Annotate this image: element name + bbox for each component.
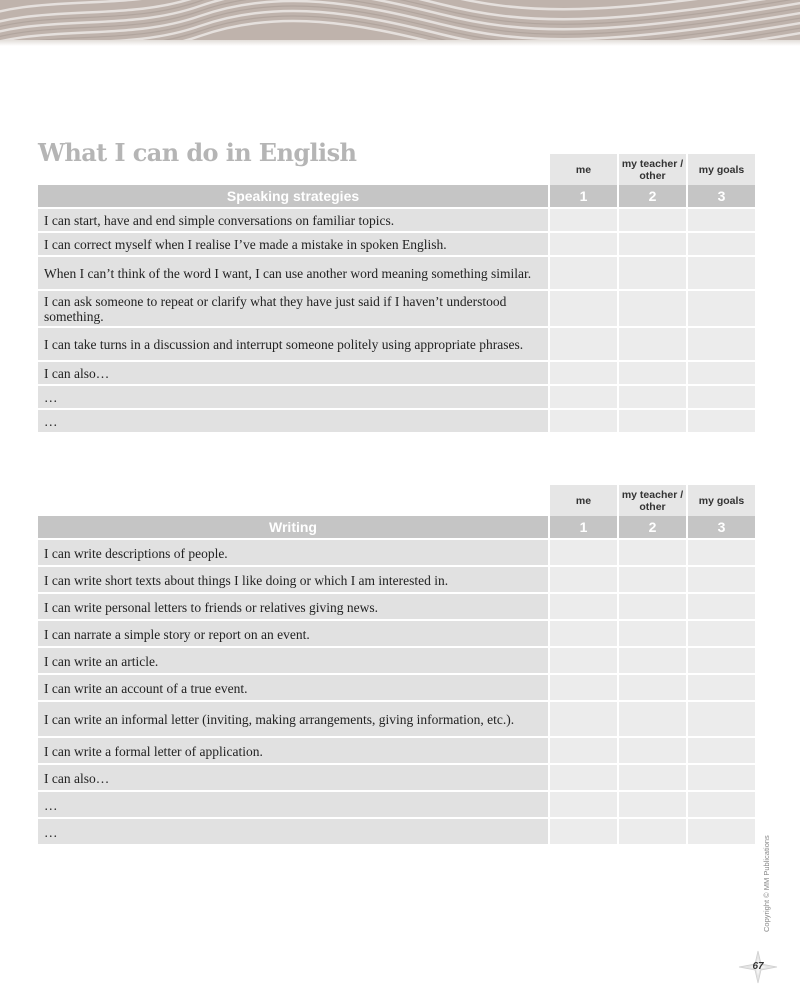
rating-cell-goals[interactable] (686, 231, 755, 255)
rating-cell-goals[interactable] (686, 538, 755, 565)
checklist-row (38, 736, 755, 763)
speaking-strategies-table (38, 154, 755, 432)
rating-cell-teacher[interactable] (617, 231, 686, 255)
rating-cell-goals[interactable] (686, 289, 755, 326)
rating-cell-goals[interactable] (686, 408, 755, 432)
rating-cell-teacher[interactable] (617, 817, 686, 844)
rating-cell-teacher[interactable] (617, 360, 686, 384)
statement: … (38, 384, 548, 408)
checklist-row (38, 360, 755, 384)
rating-cell-goals[interactable] (686, 763, 755, 790)
rating-cell-goals[interactable] (686, 619, 755, 646)
checklist-row (38, 673, 755, 700)
banner-shadow (0, 40, 800, 46)
column-number-3: 3 (686, 185, 755, 207)
rating-cell-goals[interactable] (686, 592, 755, 619)
rating-cell-me[interactable] (548, 619, 617, 646)
rating-cell-goals[interactable] (686, 817, 755, 844)
column-header-me: me (548, 485, 617, 516)
rating-cell-teacher[interactable] (617, 326, 686, 360)
checklist-row (38, 538, 755, 565)
rating-cell-me[interactable] (548, 763, 617, 790)
column-number-1: 1 (548, 185, 617, 207)
rating-cell-teacher[interactable] (617, 207, 686, 231)
rating-cell-goals[interactable] (686, 326, 755, 360)
statement: I can write a formal letter of application. (38, 736, 548, 763)
rating-cell-goals[interactable] (686, 255, 755, 289)
checklist-row (38, 289, 755, 326)
rating-cell-me[interactable] (548, 700, 617, 736)
rating-cell-goals[interactable] (686, 700, 755, 736)
rating-cell-me[interactable] (548, 736, 617, 763)
statement: I can write personal letters to friends or relatives giving news. (38, 592, 548, 619)
rating-cell-teacher[interactable] (617, 673, 686, 700)
column-number-2: 2 (617, 185, 686, 207)
rating-cell-me[interactable] (548, 207, 617, 231)
header-spacer (38, 485, 548, 516)
rating-cell-teacher[interactable] (617, 619, 686, 646)
checklist-row (38, 207, 755, 231)
rating-cell-goals[interactable] (686, 565, 755, 592)
statement: I can ask someone to repeat or clarify what they have just said if I haven’t understood something. (38, 289, 548, 326)
statement: I can correct myself when I realise I’ve made a mistake in spoken English. (38, 231, 548, 255)
rating-cell-teacher[interactable] (617, 763, 686, 790)
column-header-teacher: my teacher / other (617, 154, 686, 185)
statement: I can start, have and end simple conversations on familiar topics. (38, 207, 548, 231)
statement: I can also… (38, 360, 548, 384)
statement: I can narrate a simple story or report on an event. (38, 619, 548, 646)
page-number-badge (738, 950, 778, 984)
rating-cell-goals[interactable] (686, 736, 755, 763)
statement: When I can’t think of the word I want, I can use another word meaning something similar. (38, 255, 548, 289)
header-spacer (38, 154, 548, 185)
statement: I can write an article. (38, 646, 548, 673)
rating-cell-me[interactable] (548, 384, 617, 408)
rating-cell-teacher[interactable] (617, 700, 686, 736)
rating-cell-teacher[interactable] (617, 408, 686, 432)
rating-cell-teacher[interactable] (617, 646, 686, 673)
decorative-header-banner (0, 0, 800, 40)
column-number-1: 1 (548, 516, 617, 538)
column-header-me: me (548, 154, 617, 185)
rating-cell-me[interactable] (548, 646, 617, 673)
statement: I can also… (38, 763, 548, 790)
rating-cell-goals[interactable] (686, 790, 755, 817)
section-header-row (38, 185, 755, 207)
rating-cell-me[interactable] (548, 565, 617, 592)
statement: I can write an informal letter (inviting, making arrangements, giving information, etc.). (38, 700, 548, 736)
checklist-row (38, 763, 755, 790)
writing-table (38, 485, 755, 844)
rating-cell-me[interactable] (548, 326, 617, 360)
rating-cell-goals[interactable] (686, 646, 755, 673)
rating-cell-goals[interactable] (686, 207, 755, 231)
statement: I can write short texts about things I like doing or which I am interested in. (38, 565, 548, 592)
column-header-row (38, 485, 755, 516)
statement: … (38, 408, 548, 432)
statement: I can write an account of a true event. (38, 673, 548, 700)
statement: I can take turns in a discussion and interrupt someone politely using appropriate phrases. (38, 326, 548, 360)
column-number-3: 3 (686, 516, 755, 538)
checklist-row (38, 817, 755, 844)
rating-cell-teacher[interactable] (617, 255, 686, 289)
rating-cell-teacher[interactable] (617, 736, 686, 763)
checklist-row (38, 255, 755, 289)
rating-cell-teacher[interactable] (617, 790, 686, 817)
column-number-2: 2 (617, 516, 686, 538)
rating-cell-me[interactable] (548, 289, 617, 326)
checklist-row (38, 646, 755, 673)
column-header-row (38, 154, 755, 185)
rating-cell-me[interactable] (548, 255, 617, 289)
rating-cell-me[interactable] (548, 592, 617, 619)
checklist-row (38, 231, 755, 255)
checklist-row (38, 326, 755, 360)
checklist-row (38, 384, 755, 408)
rating-cell-me[interactable] (548, 408, 617, 432)
statement: … (38, 817, 548, 844)
rating-cell-me[interactable] (548, 817, 617, 844)
page-number: 67 (752, 961, 764, 972)
section-title: Writing (38, 516, 548, 538)
section-title: Speaking strategies (38, 185, 548, 207)
rating-cell-goals[interactable] (686, 360, 755, 384)
rating-cell-me[interactable] (548, 538, 617, 565)
rating-cell-me[interactable] (548, 360, 617, 384)
rating-cell-teacher[interactable] (617, 592, 686, 619)
statement: … (38, 790, 548, 817)
rating-cell-teacher[interactable] (617, 538, 686, 565)
copyright-notice: Copyright © MM Publications (762, 835, 771, 932)
checklist-row (38, 565, 755, 592)
section-header-row (38, 516, 755, 538)
rating-cell-me[interactable] (548, 231, 617, 255)
checklist-row (38, 700, 755, 736)
checklist-row (38, 619, 755, 646)
checklist-row (38, 592, 755, 619)
checklist-row (38, 408, 755, 432)
rating-cell-teacher[interactable] (617, 289, 686, 326)
rating-cell-me[interactable] (548, 790, 617, 817)
checklist-row (38, 790, 755, 817)
rating-cell-teacher[interactable] (617, 565, 686, 592)
statement: I can write descriptions of people. (38, 538, 548, 565)
rating-cell-me[interactable] (548, 673, 617, 700)
column-header-goals: my goals (686, 485, 755, 516)
rating-cell-teacher[interactable] (617, 384, 686, 408)
rating-cell-goals[interactable] (686, 673, 755, 700)
column-header-teacher: my teacher / other (617, 485, 686, 516)
rating-cell-goals[interactable] (686, 384, 755, 408)
page-title: What I can do in English (38, 138, 357, 167)
column-header-goals: my goals (686, 154, 755, 185)
